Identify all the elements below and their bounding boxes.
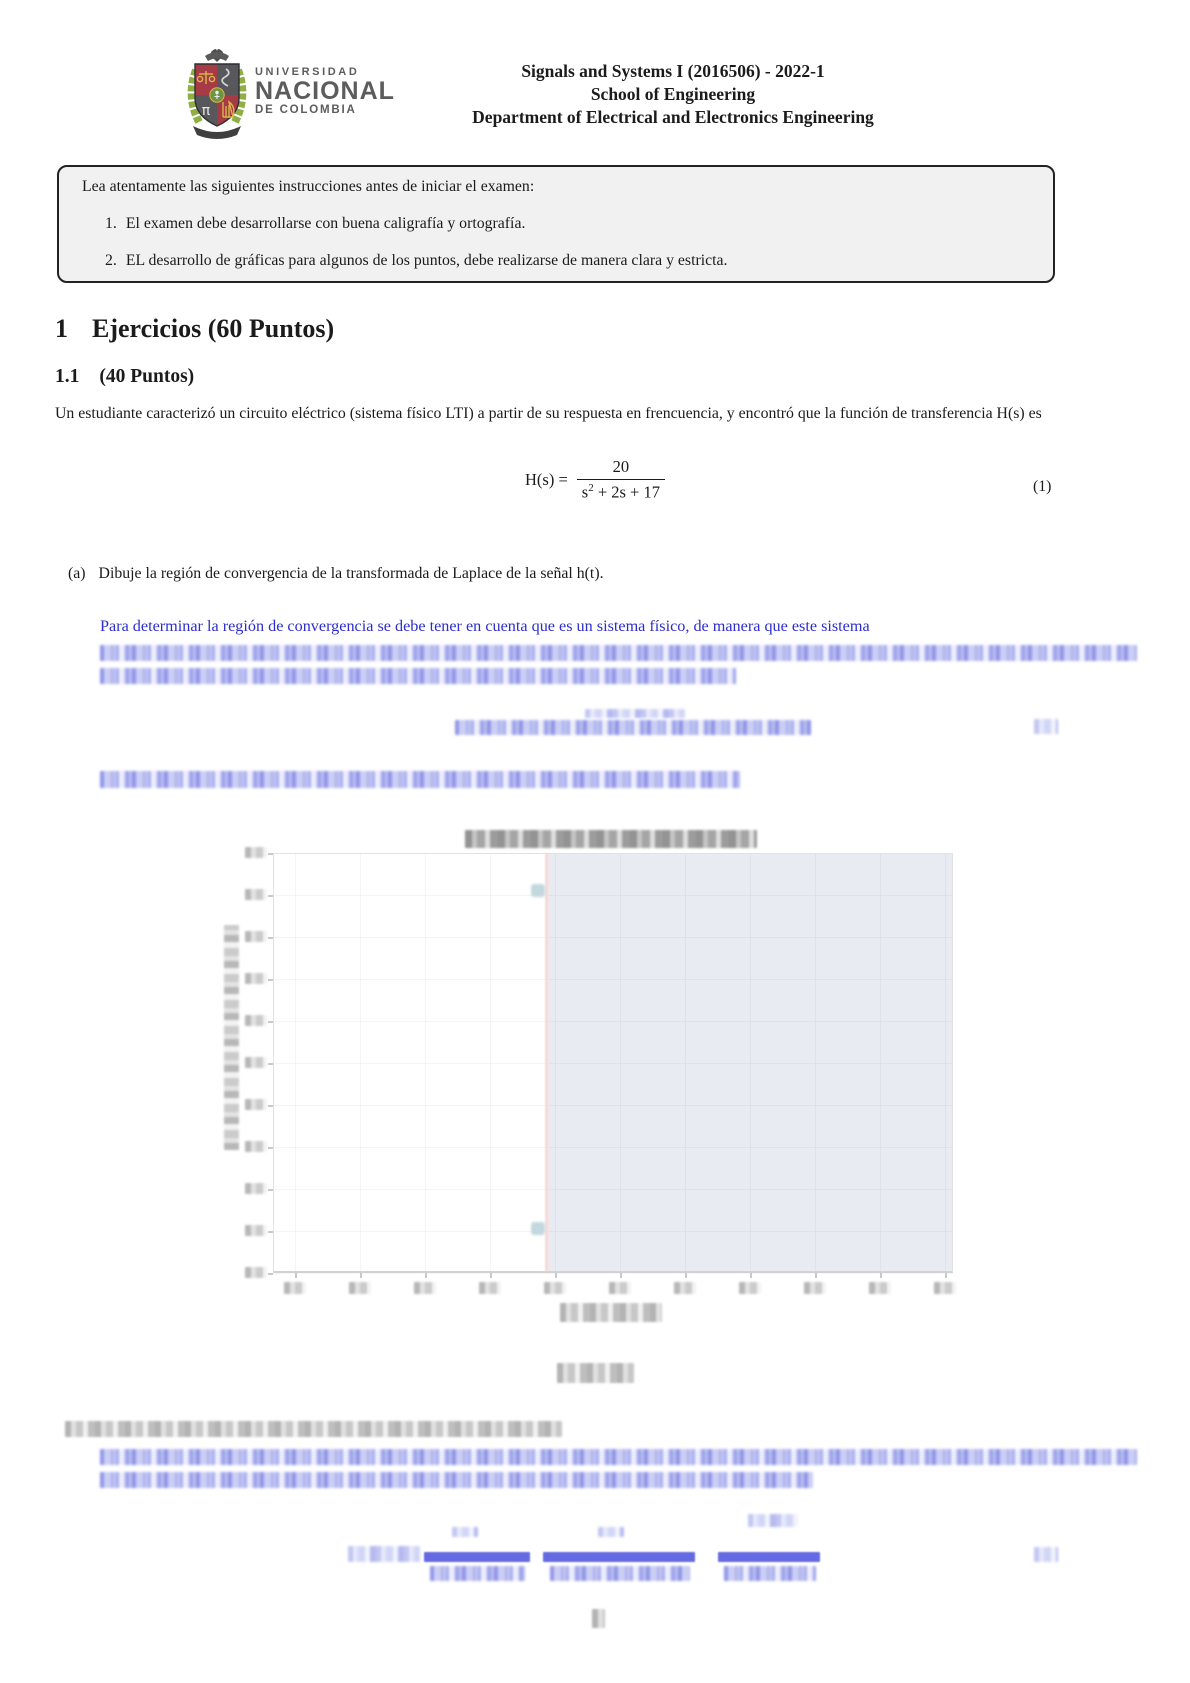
- x-tick-label-blur: [414, 1282, 436, 1294]
- instruction-text: EL desarrollo de gráficas para algunos de los puntos, debe realizarse de manera clara y estricta.: [125, 252, 728, 269]
- logo-line-universidad: UNIVERSIDAD: [255, 66, 360, 78]
- x-tick-mark: [880, 1273, 882, 1278]
- y-tick-label-blur: [245, 931, 267, 942]
- equation-3-bar-1: [424, 1552, 530, 1562]
- x-tick-mark: [425, 1273, 427, 1278]
- x-tick-mark: [490, 1273, 492, 1278]
- document-header: [240, 60, 1106, 129]
- part-a-label: (a): [68, 565, 86, 582]
- equation-3-den-1-blur: [430, 1566, 525, 1581]
- equation-3-lhs-blur: [348, 1546, 420, 1562]
- part-a-item: [68, 565, 604, 583]
- equation-2-number-blur: [1034, 719, 1058, 734]
- part-b-blur-line: [65, 1421, 562, 1437]
- subsection-number: 1.1: [55, 366, 80, 387]
- x-tick-mark: [620, 1273, 622, 1278]
- grid-line-horizontal: [273, 1273, 953, 1274]
- x-tick-label-blur: [739, 1282, 761, 1294]
- figure-xlabel-blur: [560, 1303, 662, 1322]
- instruction-text: El examen debe desarrollarse con buena caligrafía y ortografía.: [125, 215, 526, 232]
- den-exponent: 2: [588, 482, 594, 494]
- den-base: s: [581, 482, 589, 502]
- equation-3-bar-2: [543, 1552, 695, 1562]
- x-tick-label-blur: [869, 1282, 891, 1294]
- y-tick-label-blur: [245, 1267, 267, 1278]
- instruction-item-2: [105, 252, 727, 270]
- equation-2-superscripts-blur: [585, 709, 685, 718]
- y-tick-label-blur: [245, 1183, 267, 1194]
- equation-1-denominator: [577, 479, 665, 503]
- x-tick-mark: [685, 1273, 687, 1278]
- equation-3-sup-2-blur: [598, 1527, 624, 1537]
- section-title: Ejercicios (60 Puntos): [92, 314, 335, 343]
- equation-1-fraction: [577, 457, 665, 503]
- x-tick-mark: [295, 1273, 297, 1278]
- section-number: 1: [55, 314, 68, 343]
- school-title: School of Engineering: [590, 84, 756, 104]
- x-tick-label-blur: [284, 1282, 306, 1294]
- equation-3-sup-1-blur: [452, 1527, 478, 1537]
- x-tick-mark: [555, 1273, 557, 1278]
- equation-1-numerator: 20: [612, 457, 630, 476]
- y-tick-label-blur: [245, 1015, 267, 1026]
- course-title: Signals and Systems I (2016506) - 2022-1: [521, 61, 825, 81]
- svg-text:π: π: [201, 103, 211, 119]
- equation-1-number: (1): [1033, 478, 1052, 495]
- solution-b-blur-line-1: [100, 1449, 1137, 1465]
- y-tick-label-blur: [245, 1099, 267, 1110]
- x-tick-label-blur: [349, 1282, 371, 1294]
- x-tick-label-blur: [544, 1282, 566, 1294]
- y-tick-label-blur: [245, 1057, 267, 1068]
- instructions-box: [57, 165, 1055, 283]
- instructions-intro: Lea atentamente las siguientes instrucciones antes de iniciar el examen:: [82, 178, 535, 195]
- section-heading: [55, 314, 334, 344]
- figure-ylabel-blur: [224, 925, 239, 1150]
- y-tick-label-blur: [245, 847, 267, 858]
- x-tick-label-blur: [609, 1282, 631, 1294]
- instruction-item-1: [105, 215, 525, 233]
- x-tick-label-blur: [804, 1282, 826, 1294]
- den-rest: + 2s + 17: [593, 482, 660, 502]
- equation-3-sup-3-blur: [748, 1514, 798, 1527]
- logo-line-nacional: NACIONAL: [255, 77, 395, 105]
- x-tick-label-blur: [674, 1282, 696, 1294]
- page-number-blur: [592, 1609, 605, 1628]
- figure-axes: [273, 853, 953, 1273]
- x-tick-label-blur: [479, 1282, 501, 1294]
- equation-3-number-blur: [1034, 1547, 1058, 1562]
- equation-3-den-3-blur: [724, 1566, 816, 1581]
- equation-3-den-2-blur: [550, 1566, 690, 1581]
- instruction-number: 2.: [105, 252, 117, 269]
- solution-a-blur-line-3: [100, 668, 736, 684]
- solution-a-intro-line: Para determinar la región de convergencia se debe tener en cuenta que es un sistema físico, de manera que este sistema: [100, 617, 870, 635]
- x-tick-mark: [750, 1273, 752, 1278]
- y-tick-label-blur: [245, 889, 267, 900]
- logo-line-de-colombia: DE COLOMBIA: [255, 104, 357, 116]
- subsection-title: (40 Puntos): [99, 366, 195, 387]
- equation-1: [0, 457, 1190, 503]
- x-tick-label-blur: [934, 1282, 956, 1294]
- y-tick-label-blur: [245, 1141, 267, 1152]
- problem-statement: Un estudiante caracterizó un circuito eléctrico (sistema físico LTI) a partir de su respuesta en frencuencia, y encontró que la función de transferencia H(s) es: [55, 405, 1042, 422]
- figure-caption-blur: [557, 1363, 634, 1383]
- solution-a-blur-line-4: [100, 771, 740, 788]
- instruction-number: 1.: [105, 215, 117, 232]
- part-a-text: Dibuje la región de convergencia de la transformada de Laplace de la señal h(t).: [98, 565, 604, 582]
- y-tick-mark: [268, 1273, 273, 1275]
- y-tick-label-blur: [245, 973, 267, 984]
- y-tick-label-blur: [245, 1225, 267, 1236]
- x-tick-mark: [815, 1273, 817, 1278]
- equation-2-blur: [455, 720, 811, 735]
- equation-1-lhs: H(s) =: [525, 469, 568, 489]
- solution-a-blur-line-2: [100, 645, 1137, 661]
- x-tick-mark: [945, 1273, 947, 1278]
- department-title: Department of Electrical and Electronics Engineering: [472, 107, 874, 127]
- subsection-heading: [55, 366, 194, 388]
- solution-b-blur-line-2: [100, 1472, 813, 1488]
- equation-3-bar-3: [718, 1552, 820, 1562]
- figure-title-blur: [465, 830, 757, 848]
- x-tick-mark: [360, 1273, 362, 1278]
